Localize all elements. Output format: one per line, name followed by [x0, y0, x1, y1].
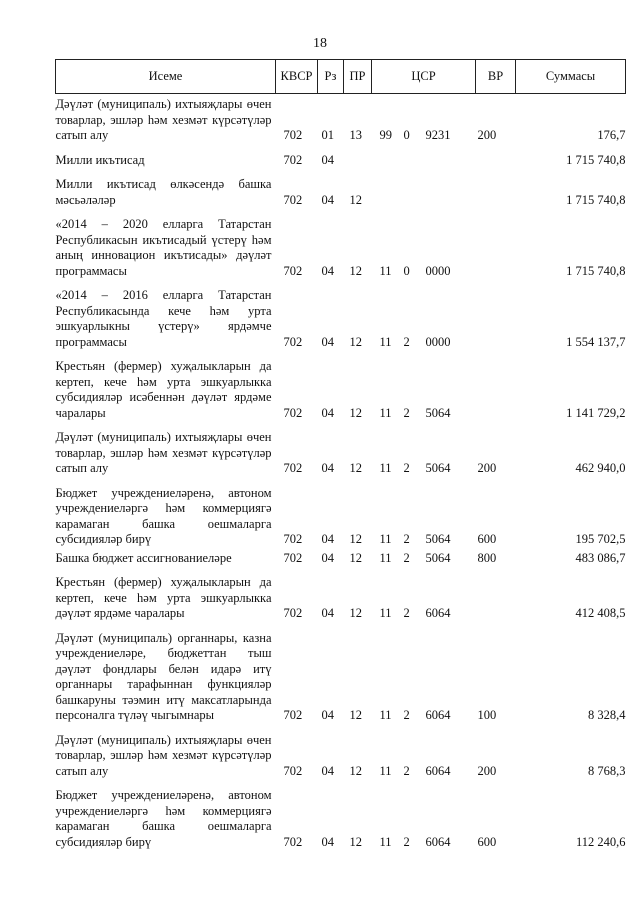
row-csr-subprogram: 2 [403, 334, 410, 349]
row-vr [476, 147, 516, 172]
row-csr-subprogram: 2 [403, 405, 410, 420]
row-name: Бюджет учреждениеләренә, автоном учреждениеләргә һәм коммерциягә карамаган башка оешмаларга субсидияләр бирү [55, 788, 272, 849]
row-name: Дәүләт (муниципаль) ихтыяҗлары өчен товарлар, эшләр һәм хезмәт күрсәтүләр сатып алу [55, 732, 272, 778]
row-sum: 8 768,3 [588, 763, 626, 778]
row-vr: 100 [477, 708, 497, 722]
row-csr-subprogram: 0 [403, 128, 410, 142]
row-pr: 12 [349, 334, 362, 349]
row-sum: 1 141 729,2 [566, 405, 626, 420]
table-row [56, 727, 626, 783]
row-pr: 12 [349, 708, 362, 722]
row-kvsr: 702 [283, 550, 303, 565]
row-csr-code: 6064 [425, 708, 451, 722]
row-csr-code: 6064 [425, 763, 451, 778]
table-row [56, 353, 626, 424]
row-rz: 04 [321, 334, 334, 349]
row-csr-code: 5064 [425, 405, 451, 420]
row-kvsr: 702 [283, 708, 303, 722]
row-rz: 04 [321, 763, 334, 778]
row-sum: 462 940,0 [575, 461, 626, 475]
row-kvsr: 702 [283, 192, 303, 207]
row-kvsr: 702 [283, 263, 303, 278]
row-rz: 04 [321, 532, 334, 546]
row-name: Башка бюджет ассигнованиеләре [55, 550, 232, 565]
row-rz: 01 [321, 128, 334, 142]
row-csr-program: 11 [379, 708, 392, 722]
row-sum: 412 408,5 [575, 606, 626, 620]
table-row [56, 147, 626, 172]
row-rz: 04 [321, 834, 334, 849]
row-csr-code [422, 147, 476, 172]
row-kvsr: 702 [283, 128, 303, 142]
row-kvsr: 702 [283, 405, 303, 420]
table-row [56, 282, 626, 353]
row-csr-subprogram: 2 [403, 763, 410, 778]
row-sum: 176,7 [597, 128, 626, 142]
row-sum: 112 240,6 [575, 834, 626, 849]
row-csr-code: 6064 [425, 834, 451, 849]
row-csr-subprogram: 2 [403, 708, 410, 722]
row-vr: 200 [477, 128, 497, 142]
row-csr-program: 11 [379, 834, 392, 849]
row-name: Дәүләт (муниципаль) ихтыяҗлары өчен товарлар, эшләр һәм хезмәт күрсәтүләр сатып алу [55, 430, 272, 475]
row-pr: 12 [349, 192, 362, 207]
row-csr-code [422, 171, 476, 211]
row-vr: 200 [477, 763, 497, 778]
row-rz: 04 [321, 606, 334, 620]
table-body [56, 94, 626, 854]
row-vr [476, 211, 516, 282]
header-name: Исеме [56, 60, 276, 94]
row-csr-program: 11 [379, 606, 392, 620]
row-csr-subprogram: 2 [403, 606, 410, 620]
row-sum: 1 715 740,8 [566, 263, 626, 278]
row-sum: 1 554 137,7 [566, 334, 626, 349]
row-rz: 04 [321, 192, 334, 207]
row-vr [476, 569, 516, 625]
row-csr-subprogram: 2 [403, 834, 410, 849]
row-csr-program: 11 [379, 763, 392, 778]
row-sum: 483 086,7 [575, 550, 626, 565]
row-name: «2014 – 2016 елларга Татарстан Республикасында кече һәм урта эшкуарлыкны үстерү» ярдәмче программасы [55, 288, 272, 349]
row-kvsr: 702 [283, 606, 303, 620]
budget-table [55, 59, 626, 853]
row-name: Бюджет учреждениеләренә, автоном учреждениеләргә һәм коммерциягә карамаган башка оешмаларга субсидияләр бирү [55, 485, 272, 546]
row-pr: 12 [349, 263, 362, 278]
row-pr: 12 [349, 405, 362, 420]
table-row [56, 480, 626, 551]
row-rz: 04 [321, 263, 334, 278]
row-kvsr: 702 [283, 532, 303, 546]
row-csr-subprogram: 2 [403, 532, 410, 546]
row-pr: 12 [349, 532, 362, 546]
row-sum: 1 715 740,8 [566, 152, 626, 167]
row-kvsr: 702 [283, 834, 303, 849]
row-pr: 12 [349, 763, 362, 778]
row-csr-program: 11 [379, 532, 392, 546]
header-csr: ЦСР [372, 60, 476, 94]
row-csr-program: 11 [379, 550, 392, 565]
row-rz: 04 [321, 461, 334, 475]
row-name: Милли икътисад [55, 152, 145, 167]
row-csr-subprogram [402, 147, 422, 172]
row-pr [344, 147, 372, 172]
row-kvsr: 702 [283, 152, 303, 167]
row-csr-program: 11 [379, 334, 392, 349]
row-sum: 1 715 740,8 [566, 192, 626, 207]
row-sum: 8 328,4 [588, 708, 626, 722]
row-csr-subprogram: 0 [403, 263, 410, 278]
row-name: Милли икътисад өлкәсендә башка мәсьәләләр [55, 177, 272, 207]
row-rz: 04 [321, 550, 334, 565]
table-row [56, 569, 626, 625]
row-rz: 04 [321, 405, 334, 420]
page-number: 18 [313, 36, 327, 51]
row-name: Крестьян (фермер) хуҗалыкларын да кертеп, кече һәм урта эшкуарлыкка субсидияләр исәбеннән дәүләт ярдәме чаралары [55, 359, 272, 420]
row-pr: 12 [349, 834, 362, 849]
row-csr-code: 5064 [425, 550, 451, 565]
row-csr-program [372, 147, 402, 172]
header-vr: ВР [476, 60, 516, 94]
row-rz: 04 [321, 152, 334, 167]
row-csr-program: 11 [379, 263, 392, 278]
row-csr-code: 5064 [425, 532, 451, 546]
row-name: Дәүләт (муниципаль) ихтыяҗлары өчен товарлар, эшләр һәм хезмәт күрсәтүләр сатып алу [55, 97, 272, 142]
table-row [56, 211, 626, 282]
row-csr-program: 11 [379, 461, 392, 475]
row-vr: 800 [477, 550, 497, 565]
table-header [56, 60, 626, 94]
row-csr-program: 11 [379, 405, 392, 420]
row-csr-program: 99 [379, 128, 392, 142]
header-rz: Рз [318, 60, 344, 94]
header-sum: Суммасы [516, 60, 626, 94]
row-csr-code: 0000 [425, 334, 451, 349]
row-csr-code: 0000 [425, 263, 451, 278]
row-vr: 600 [477, 834, 497, 849]
row-csr-code: 6064 [425, 606, 451, 620]
row-kvsr: 702 [283, 461, 303, 475]
table-row [56, 625, 626, 727]
row-vr [476, 282, 516, 353]
header-pr: ПР [344, 60, 372, 94]
row-csr-subprogram: 2 [403, 550, 410, 565]
row-name: Дәүләт (муниципаль) органнары, казна учреждениеләре, бюджеттан тыш дәүләт фондлары белән идарә итү органнары тарафыннан функцияләр башкаруны тәэмин итү максатларында персоналга түләү чыгымнары [55, 630, 272, 722]
table-row [56, 551, 626, 570]
row-csr-code: 5064 [425, 461, 451, 475]
table-row [56, 171, 626, 211]
row-pr: 12 [349, 606, 362, 620]
row-name: «2014 – 2020 елларга Татарстан Республикасын икътисадый үстерү һәм аның инновацион икътисады» дәүләт программасы [55, 217, 272, 278]
row-csr-program [372, 171, 402, 211]
row-pr: 13 [349, 128, 362, 142]
header-kvsr: КВСР [276, 60, 318, 94]
table-row [56, 782, 626, 853]
table-row [56, 94, 626, 147]
row-pr: 12 [349, 461, 362, 475]
row-vr: 600 [477, 532, 497, 546]
row-csr-code: 9231 [425, 128, 451, 142]
row-name: Крестьян (фермер) хуҗалыкларын да кертеп, кече һәм урта эшкуарлыкка дәүләт ярдәме чаралары [55, 575, 272, 620]
row-kvsr: 702 [283, 763, 303, 778]
row-pr: 12 [349, 550, 362, 565]
row-kvsr: 702 [283, 334, 303, 349]
table-row [56, 424, 626, 480]
row-vr [476, 171, 516, 211]
row-vr: 200 [477, 461, 497, 475]
row-csr-subprogram: 2 [403, 461, 410, 475]
row-csr-subprogram [402, 171, 422, 211]
row-rz: 04 [321, 708, 334, 722]
row-vr [476, 353, 516, 424]
row-sum: 195 702,5 [575, 532, 626, 546]
